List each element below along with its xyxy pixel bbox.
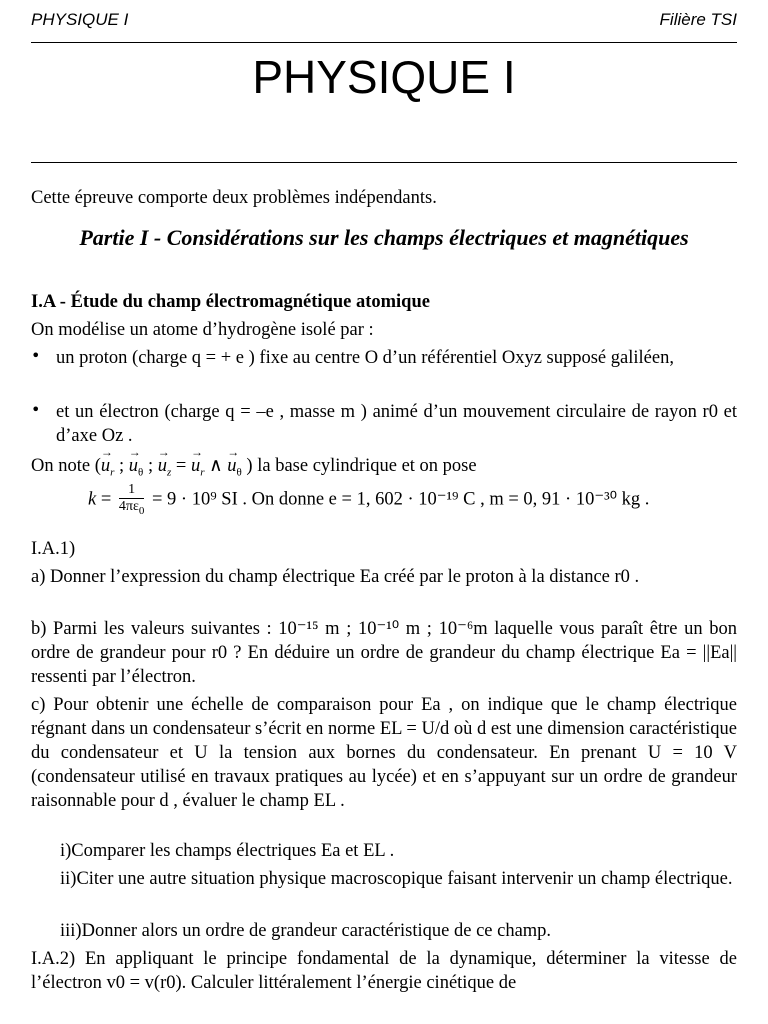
bullet-dot: • xyxy=(31,400,41,419)
base-note-text: la base cylindrique et on pose xyxy=(257,456,477,476)
question-2: I.A.2) En appliquant le principe fondamental de la dynamique, déterminer la vitesse de l’électron v0 = v(r0). Calculer littéralement l’énergie cinétique de xyxy=(31,949,737,993)
question-a: a) Donner l’expression du champ électrique Ea créé par le proton à la distance r0 . xyxy=(31,567,640,587)
model-intro: On modélise un atome d’hydrogène isolé par : xyxy=(31,320,374,340)
constants-line: k = $\frac{1}{4\pi\varepsilon_0}$ = 9 · 10⁹ SI . On donne e = 1, 602 · 10⁻¹⁹ C , m = 0, 91 · 10⁻³⁰ kg . xyxy=(88,482,650,517)
question-c-ii: ii)Citer une autre situation physique macroscopique faisant intervenir un champ électrique. xyxy=(60,869,733,889)
bullet-item: un proton (charge q = + e ) fixe au centre O d’un référentiel Oxyz supposé galiléen, xyxy=(56,348,674,368)
running-header-left: PHYSIQUE I xyxy=(31,10,129,29)
bullet-dot: • xyxy=(31,346,41,365)
bullet-item: et un électron (charge q = –e , masse m ) animé d’un mouvement circulaire de rayon r0 et d’axe Oz . xyxy=(56,402,737,446)
question-c-i: i)Comparer les champs électriques Ea et EL . xyxy=(60,841,395,861)
question-c: c) Pour obtenir une échelle de comparaison pour Ea , on indique que le champ électrique régnant dans un condensateur s’écrit en norme EL = U/d où d est une dimension caractéristique du condensateur et U la tension aux bornes du condensateur. En prenant U = 10 V (condensateur utilisé en travaux pratiques au lycée) et en s’appuyant sur un ordre de grandeur raisonnable pour d , évaluer le champ EL . xyxy=(31,695,737,811)
constants-text: = 9 · 10⁹ SI . On donne e = 1, 602 · 10⁻¹⁹ C , m = 0, 91 · 10⁻³⁰ kg . xyxy=(151,489,650,510)
question-label: I.A.1) xyxy=(31,539,76,559)
header-rule xyxy=(31,42,737,43)
base-note: On note (→ $u_r$ ; → $u_\theta$ ; → $u_z$ = → $u_r$ ∧ → $u_\theta$ ) la base cylindrique et on pose xyxy=(31,454,737,485)
question-c-iii: iii)Donner alors un ordre de grandeur caractéristique de ce champ. xyxy=(60,921,552,941)
running-header-right: Filière TSI xyxy=(659,10,737,29)
question-b: b) Parmi les valeurs suivantes : 10⁻¹⁵ m ; 10⁻¹⁰ m ; 10⁻⁶m laquelle vous paraît être un bon ordre de grandeur pour r0 ? En déduire un ordre de grandeur du champ électrique Ea = ||Ea|| ressenti par l’électron. xyxy=(31,619,737,687)
intro-text: Cette épreuve comporte deux problèmes indépendants. xyxy=(31,188,437,208)
title-rule xyxy=(31,162,737,163)
part-title: Partie I - Considérations sur les champs électriques et magnétiques xyxy=(79,225,689,250)
page-title: PHYSIQUE I xyxy=(252,51,516,103)
section-title: I.A - Étude du champ électromagnétique atomique xyxy=(31,292,430,312)
